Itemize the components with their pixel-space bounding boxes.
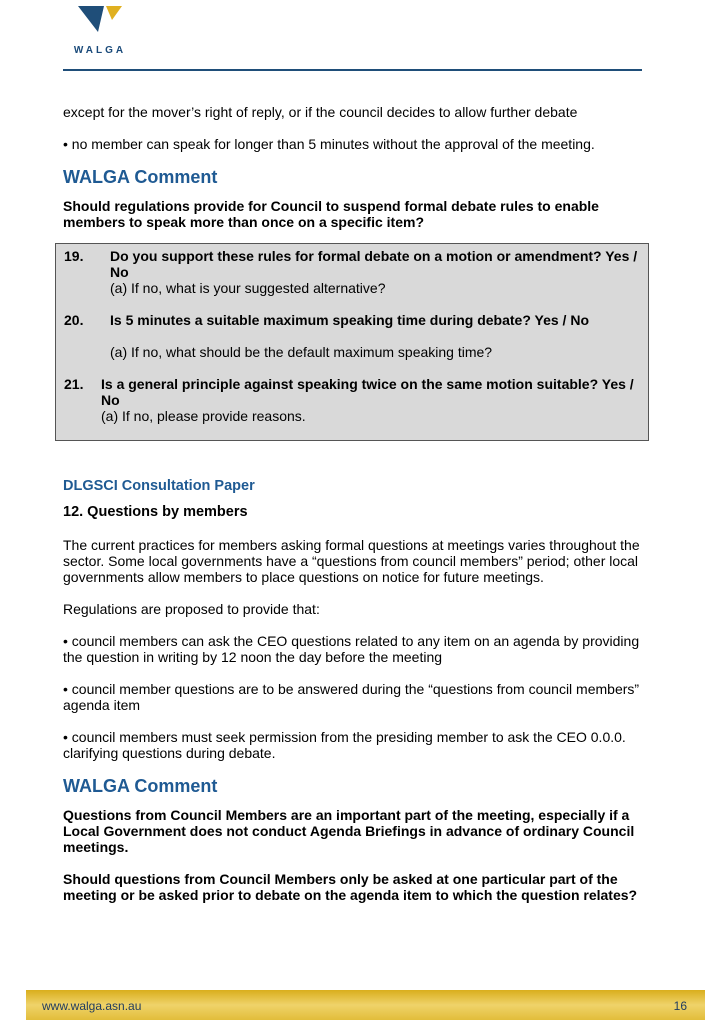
walga-comment-heading: WALGA Comment (63, 167, 218, 187)
question-item (64, 248, 640, 296)
question-number: 19. (64, 248, 84, 264)
logo-text: WALGA (73, 45, 127, 56)
footer-url: www.walga.asn.au (42, 999, 142, 1013)
question-item (64, 312, 640, 360)
header-rule (63, 69, 642, 71)
bullet-paragraph: • no member can speak for longer than 5 minutes without the approval of the meeting. (63, 136, 595, 152)
question-number: 20. (64, 312, 84, 328)
question-subtext: (a) If no, what should be the default maximum speaking time? (110, 344, 493, 360)
comment-text: Questions from Council Members are an important part of the meeting, especially if a Local Government does not conduct Agenda Briefings in advance of ordinary Council meetings. (63, 807, 635, 855)
question-text: Is 5 minutes a suitable maximum speaking time during debate? Yes / No (110, 312, 589, 328)
bullet-paragraph: • council member questions are to be answered during the “questions from council members” agenda item (63, 681, 640, 713)
bullet-paragraph: • council members must seek permission from the presiding member to ask the CEO 0.0.0. clarifying questions during debate. (63, 729, 626, 761)
comment-text: Should questions from Council Members only be asked at one particular part of the meeting or be asked prior to debate on the agenda item to which the question relates? (63, 871, 638, 903)
question-subtext: (a) If no, what is your suggested alternative? (110, 280, 386, 296)
paragraph: except for the mover’s right of reply, or if the council decides to allow further debate (63, 104, 578, 120)
page-content (63, 104, 643, 903)
bullet-paragraph: • council members can ask the CEO questions related to any item on an agenda by providing the question in writing by 12 noon the day before the meeting (63, 633, 640, 665)
comment-text: Should regulations provide for Council to suspend formal debate rules to enable members to speak more than once on a specific item? (63, 198, 599, 230)
walga-comment-heading: WALGA Comment (63, 776, 218, 796)
paragraph: The current practices for members asking formal questions at meetings varies throughout the sector. Some local governments have a “questions from council members” period; other local governments allow members to place questions on notice for future meetings. (63, 537, 640, 585)
footer (26, 990, 705, 1020)
questions-box (55, 243, 649, 441)
question-text: Do you support these rules for formal debate on a motion or amendment? Yes / No (110, 248, 638, 280)
walga-logo (68, 6, 132, 56)
question-item (64, 376, 640, 424)
question-text: Is a general principle against speaking twice on the same motion suitable? Yes / No (101, 376, 634, 408)
section-heading: 12. Questions by members (63, 504, 248, 520)
paragraph: Regulations are proposed to provide that: (63, 601, 320, 617)
consultation-heading: DLGSCI Consultation Paper (63, 478, 255, 494)
page-number: 16 (673, 999, 687, 1013)
question-subtext: (a) If no, please provide reasons. (101, 408, 306, 424)
question-number: 21. (64, 376, 84, 392)
walga-logo-icon (78, 6, 122, 38)
